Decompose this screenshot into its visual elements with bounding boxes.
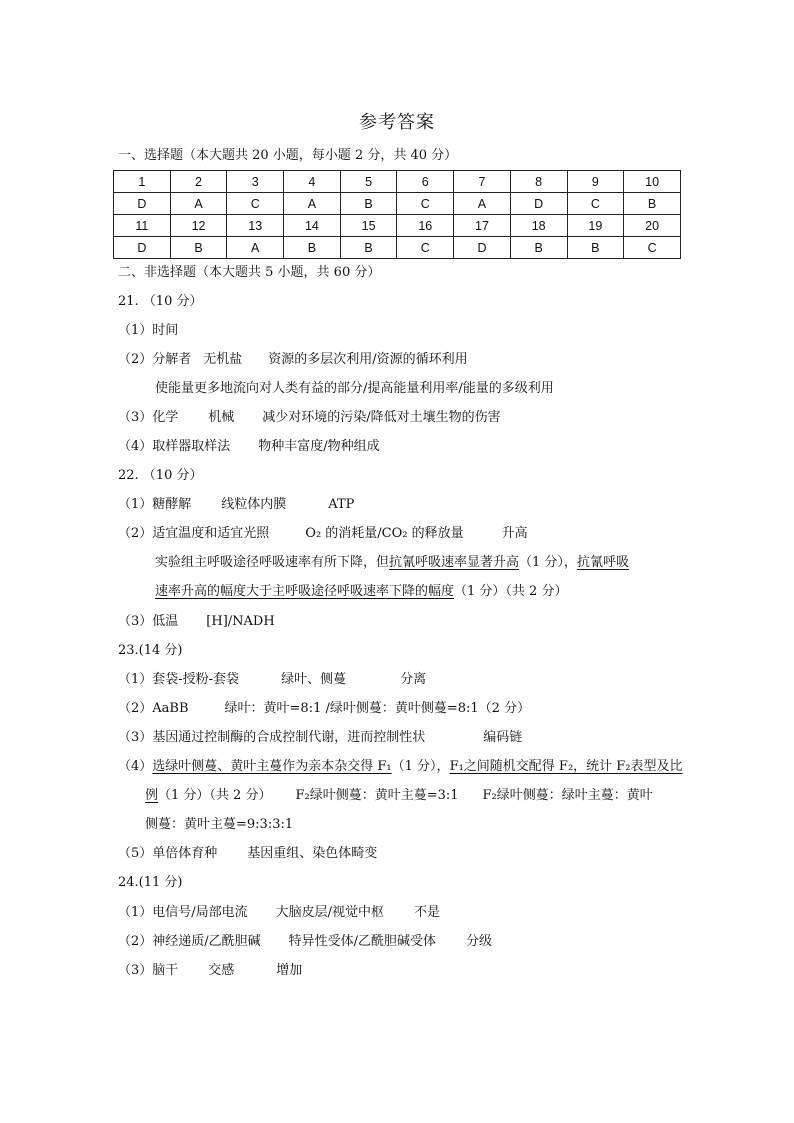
table-cell: B [170, 237, 227, 259]
q23-p2-b: 绿叶：黄叶=8:1 /绿叶侧蔓：黄叶侧蔓=8:1（2 分） [224, 701, 531, 716]
q24-p3-c: 增加 [276, 963, 303, 978]
q23-part4-cont1 [145, 787, 653, 805]
q24-p2-c: 分级 [466, 934, 493, 949]
section1-heading: 一、选择题（本大题共 20 小题，每小题 2 分，共 40 分） [118, 148, 458, 163]
q23-part4-cont2: 侧蔓：黄叶主蔓=9:3:3:1 [145, 817, 294, 832]
q23-p4b-text: （1 分）（共 2 分） [158, 788, 272, 803]
q24-p1-c: 不是 [414, 905, 441, 920]
q24-p1-a: （1）电信号/局部电流 [118, 905, 248, 920]
q22-p3-b: [H]/NADH [206, 614, 275, 629]
q22-p1-b: 线粒体内膜 [221, 497, 287, 512]
q22-p1-a: （1）糖酵解 [118, 497, 192, 512]
q23-p4a-text: （1 分）， [391, 759, 450, 774]
table-cell: 17 [454, 215, 511, 237]
table-cell: 19 [567, 215, 624, 237]
table-cell: 4 [284, 171, 341, 193]
q22-p2b-underline1: 抗氰呼吸速率显著升高 [389, 555, 520, 570]
table-cell: C [624, 237, 681, 259]
table-row-question-numbers [114, 171, 681, 193]
table-cell: 15 [340, 215, 397, 237]
q22-part2 [118, 525, 528, 543]
q22-p2-c: 升高 [501, 526, 528, 541]
q21-part2-cont: 使能量更多地流向对人类有益的部分/提高能量利用率/能量的多级利用 [155, 381, 554, 396]
q21-part2 [118, 351, 468, 369]
section2-heading: 二、非选择题（本大题共 5 小题，共 60 分） [118, 265, 381, 280]
choice-answer-table [113, 170, 681, 259]
q21-heading: 21. （10 分） [118, 294, 203, 309]
q24-part1 [118, 904, 440, 922]
q23-part3 [118, 729, 522, 747]
q22-p2b-underline2: 抗氰呼吸 [576, 555, 629, 570]
table-cell: 8 [510, 171, 567, 193]
table-cell: A [227, 237, 284, 259]
q23-heading: 23.(14 分) [118, 643, 183, 658]
q23-part5 [118, 845, 377, 863]
q22-p1-c: ATP [328, 497, 355, 512]
table-cell: 11 [114, 215, 171, 237]
table-cell: B [284, 237, 341, 259]
q23-p5-a: （5）单倍体育种 [118, 846, 218, 861]
table-cell: 2 [170, 171, 227, 193]
table-cell: 16 [397, 215, 454, 237]
table-cell: 13 [227, 215, 284, 237]
table-cell: C [567, 193, 624, 215]
q23-p5-b: 基因重组、染色体畸变 [247, 846, 378, 861]
q24-p2-a: （2）神经递质/乙酰胆碱 [118, 934, 261, 949]
q22-p2-b: O₂ 的消耗量/CO₂ 的释放量 [305, 526, 464, 541]
table-cell: 20 [624, 215, 681, 237]
table-cell: A [284, 193, 341, 215]
q23-p2-a: （2）AaBB [118, 701, 189, 716]
table-cell: 12 [170, 215, 227, 237]
table-cell: B [340, 237, 397, 259]
q21-part3 [118, 409, 501, 427]
page-title: 参考答案 [359, 112, 435, 133]
q23-p4a-underline2: F₁之间随机交配得 F₂，统计 F₂表型及比 [449, 759, 683, 774]
q21-p3-a: （3）化学 [118, 410, 179, 425]
table-cell: 18 [510, 215, 567, 237]
q22-part3 [118, 613, 275, 631]
q23-p1-a: （1）套袋-授粉-套袋 [118, 672, 240, 687]
q21-p2-b: 无机盐 [203, 352, 243, 367]
q24-p2-b: 特异性受体/乙酰胆碱受体 [288, 934, 437, 949]
q22-part2-cont1 [155, 554, 629, 572]
table-cell: B [567, 237, 624, 259]
q22-part2-cont2 [155, 583, 567, 601]
q22-heading: 22. （10 分） [118, 468, 203, 483]
q24-part2 [118, 933, 492, 951]
q21-p1-a: （1）时间 [118, 323, 179, 338]
q23-p1-c: 分离 [400, 672, 427, 687]
q23-p4b-ratio2: F₂绿叶侧蔓：绿叶主蔓：黄叶 [482, 788, 653, 803]
q23-p4b-underline: 例 [145, 788, 159, 803]
table-cell: C [397, 237, 454, 259]
table-cell: A [170, 193, 227, 215]
table-cell: B [624, 193, 681, 215]
q23-p1-b: 绿叶、侧蔓 [281, 672, 347, 687]
table-cell: 9 [567, 171, 624, 193]
q21-p4-a: （4）取样器取样法 [118, 439, 231, 454]
table-cell: 10 [624, 171, 681, 193]
table-cell: D [510, 193, 567, 215]
table-cell: B [510, 237, 567, 259]
q23-p4a-prefix: （4） [118, 759, 153, 774]
q24-heading: 24.(11 分) [118, 875, 183, 890]
table-cell: 7 [454, 171, 511, 193]
q23-p4a-underline1: 选绿叶侧蔓、黄叶主蔓作为亲本杂交得 F₁ [152, 759, 392, 774]
q21-p4-b: 物种丰富度/物种组成 [258, 439, 380, 454]
table-cell: 5 [340, 171, 397, 193]
q22-p2b-text2: （1 分）， [519, 555, 577, 570]
q21-part1 [118, 322, 178, 340]
q21-p3-b: 机械 [208, 410, 235, 425]
table-row-answers [114, 237, 681, 259]
q21-p2-a: （2）分解者 [118, 352, 192, 367]
q21-p2-c: 资源的多层次利用/资源的循环利用 [268, 352, 468, 367]
q22-p2-a: （2）适宜温度和适宜光照 [118, 526, 270, 541]
table-cell: C [397, 193, 454, 215]
q23-part1 [118, 671, 426, 689]
q23-p3-b: 编码链 [483, 730, 523, 745]
q23-part2 [118, 700, 530, 718]
q23-p4b-ratio1: F₂绿叶侧蔓：黄叶主蔓=3:1 [295, 788, 459, 803]
q23-p3-a: （3）基因通过控制酶的合成控制代谢，进而控制性状 [118, 730, 426, 745]
table-cell: 3 [227, 171, 284, 193]
q22-p2b-text1: 实验组主呼吸途径呼吸速率有所下降，但 [155, 555, 390, 570]
q22-p2c-underline: 速率升高的幅度大于主呼吸途径呼吸速率下降的幅度 [155, 584, 455, 599]
q22-part1 [118, 496, 354, 514]
q23-part4 [118, 758, 683, 776]
q24-p1-b: 大脑皮层/视觉中枢 [275, 905, 385, 920]
table-cell: D [114, 237, 171, 259]
table-cell: D [114, 193, 171, 215]
table-cell: 6 [397, 171, 454, 193]
q22-p3-a: （3）低温 [118, 614, 179, 629]
table-row-question-numbers [114, 215, 681, 237]
q24-part3 [118, 962, 302, 980]
table-cell: B [340, 193, 397, 215]
table-row-answers [114, 193, 681, 215]
q24-p3-b: 交感 [208, 963, 235, 978]
q24-p3-a: （3）脑干 [118, 963, 179, 978]
q21-part4 [118, 438, 380, 456]
table-cell: 1 [114, 171, 171, 193]
table-cell: C [227, 193, 284, 215]
table-cell: 14 [284, 215, 341, 237]
table-cell: D [454, 237, 511, 259]
q21-p3-c: 减少对环境的污染/降低对土壤生物的伤害 [262, 410, 501, 425]
q22-p2c-text: （1 分）（共 2 分） [454, 584, 568, 599]
table-cell: A [454, 193, 511, 215]
